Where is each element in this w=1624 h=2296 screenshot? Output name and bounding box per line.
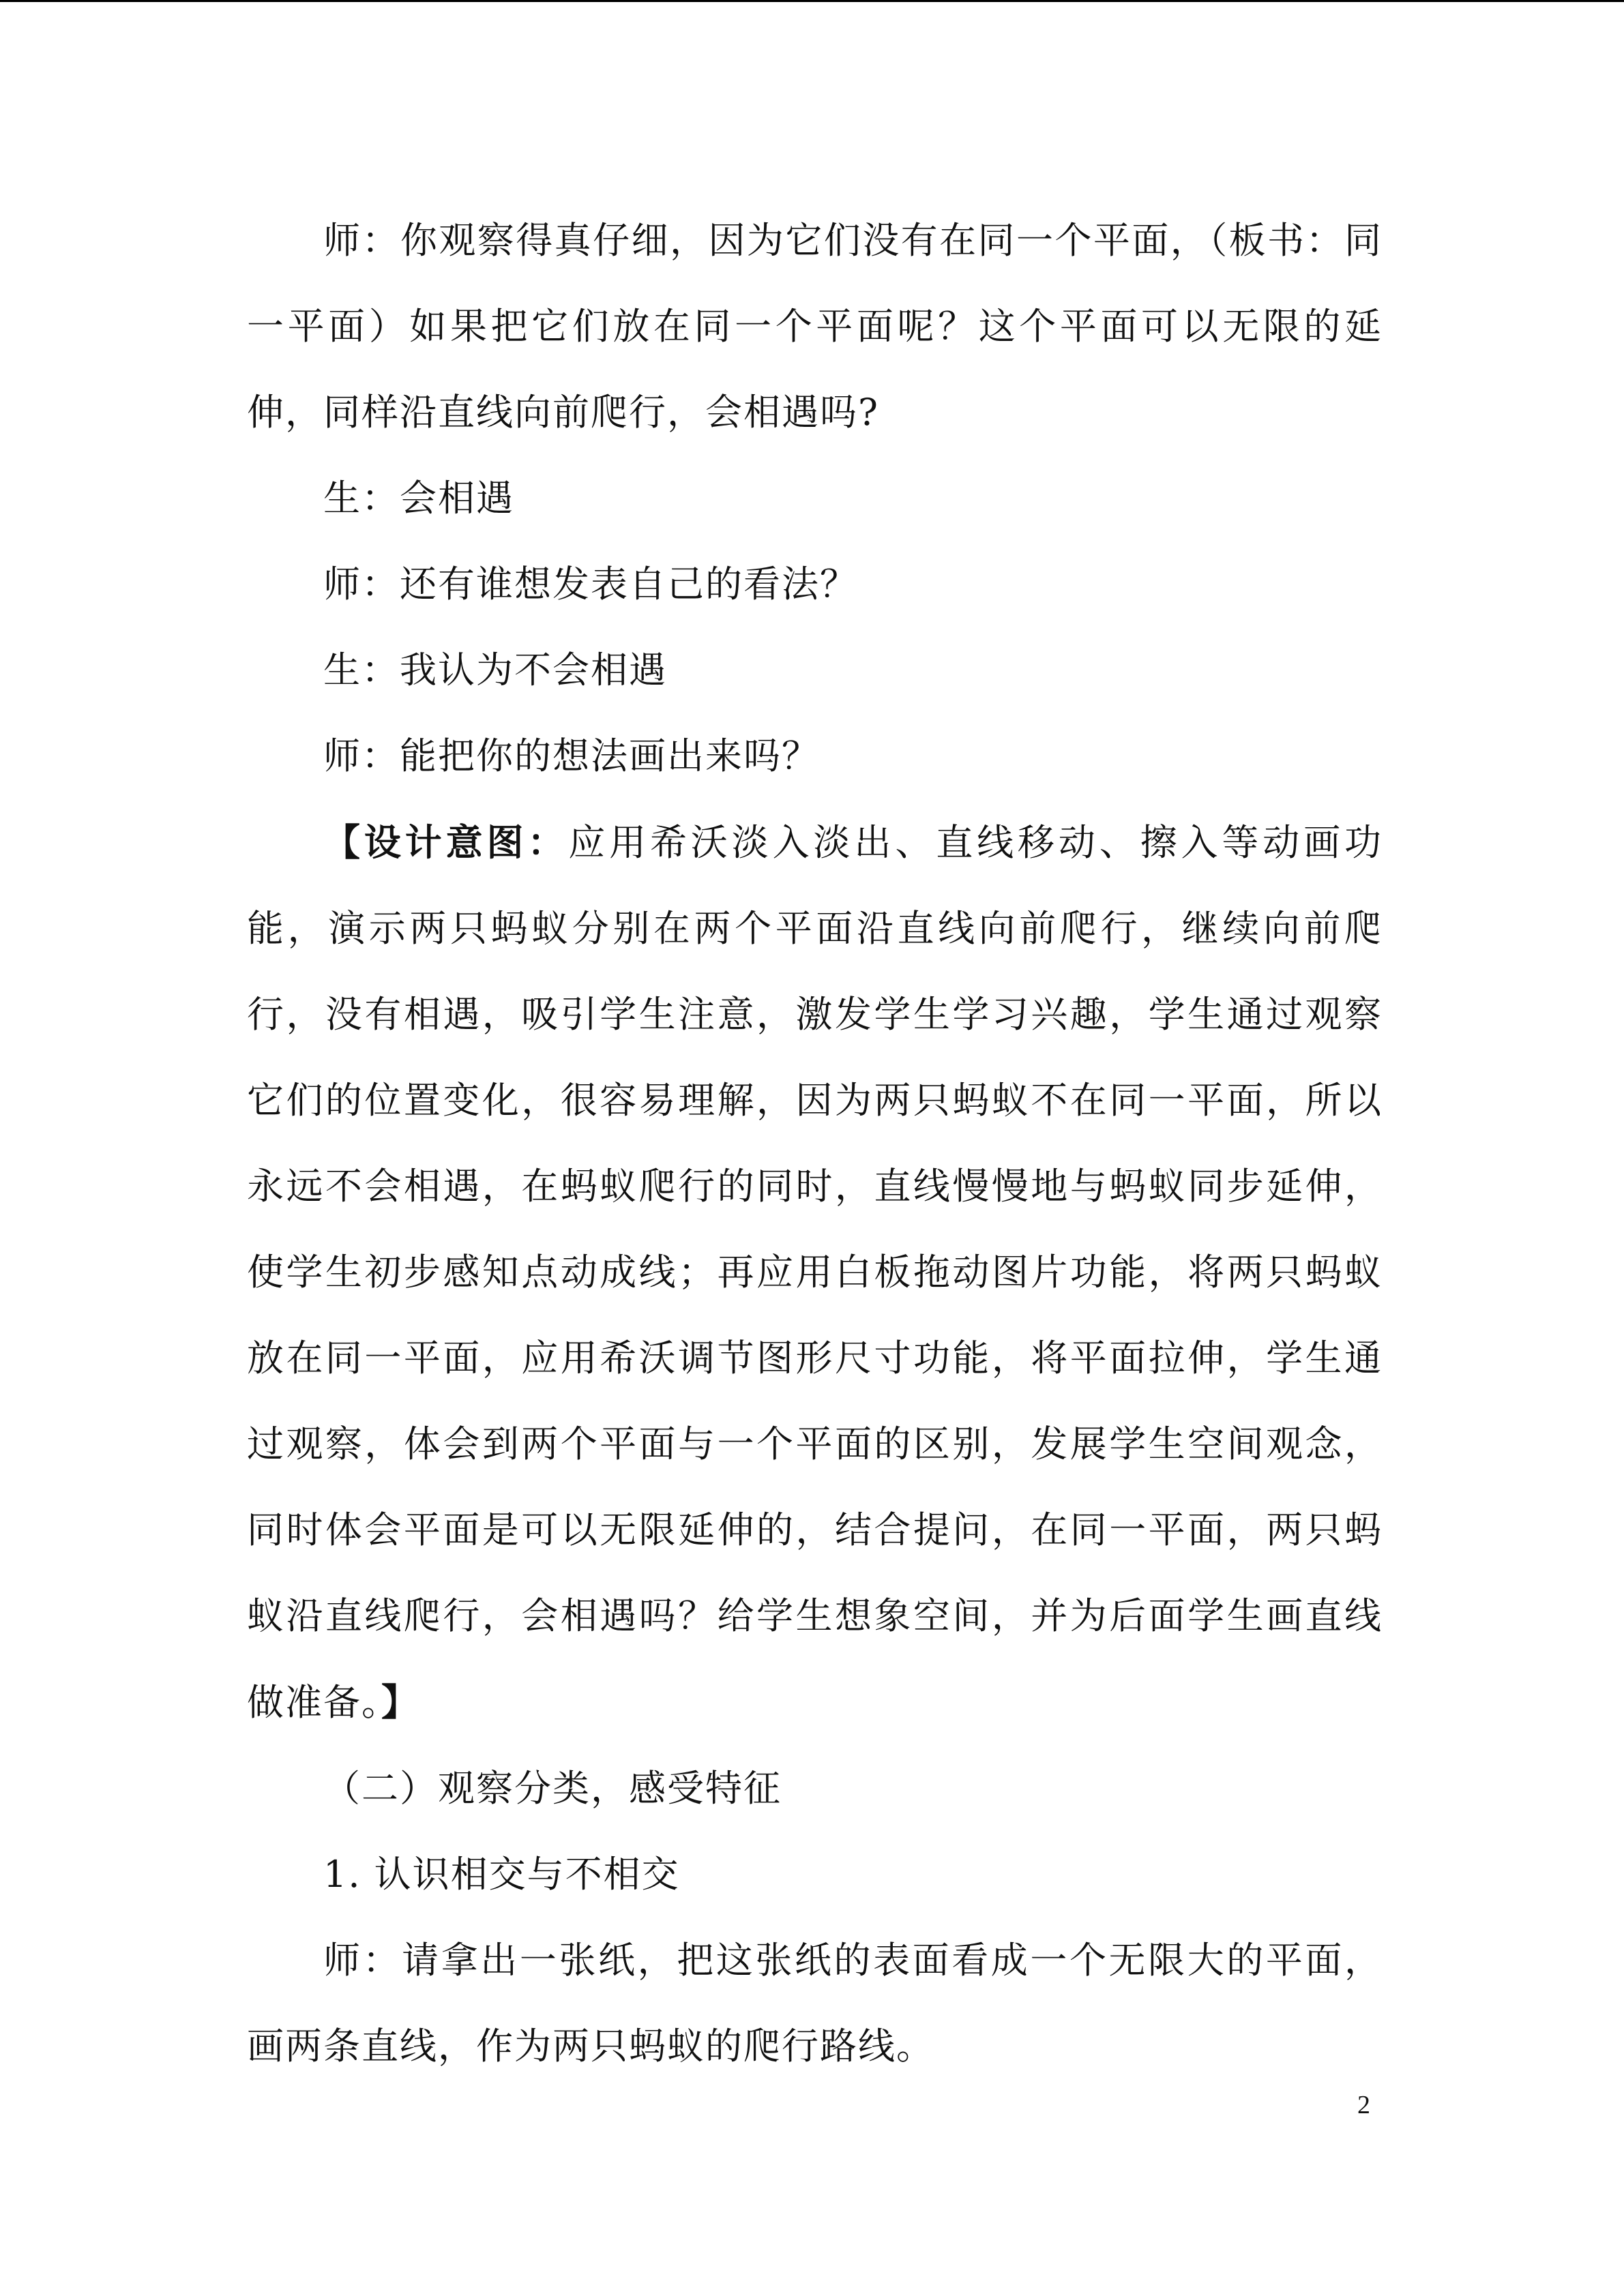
paragraph-text: 师：请拿出一张纸，把这张纸的表面看成一个无限大的平面，画两条直线，作为两只蚂蚁的爬行路线。 bbox=[247, 1939, 1383, 2068]
paragraph-text: 应用希沃淡入淡出、直线移动、擦入等动画功能，演示两只蚂蚁分别在两个平面沿直线向前爬行，继续向前爬行，没有相遇，吸引学生注意，激发学生学习兴趣，学生通过观察它们的位置变化，很容易理解，因为两只蚂蚁不在同一平面，所以永远不会相遇，在蚂蚁爬行的同时，直线慢慢地与蚂蚁同步延伸，使学生初步感知点动成线；再应用白板拖动图片功能，将两只蚂蚁放在同一平面，应用希沃调节图形尺寸功能，将平面拉伸，学生通过观察，体会到两个平面与一个平面的区别，发展学生空间观念，同时体会平面是可以无限延伸的，结合提问，在同一平面，两只蚂蚁沿直线爬行，会相遇吗？给学生想象空间，并为后面学生画直线做准备。 bbox=[247, 821, 1383, 1724]
paragraph-text: 师：你观察得真仔细，因为它们没有在同一个平面，（板书：同一平面）如果把它们放在同一个平面呢？这个平面可以无限的延伸，同样沿直线向前爬行，会相遇吗? bbox=[247, 219, 1383, 434]
design-intent-label: 【设计意图： bbox=[323, 820, 569, 864]
document-body bbox=[247, 198, 1383, 2089]
paragraph-design-intent bbox=[247, 799, 1383, 1746]
paragraph-text: 师：能把你的想法画出来吗？ bbox=[323, 734, 820, 777]
design-intent-close-bracket: 】 bbox=[381, 1680, 419, 1724]
subsection-heading-text: 1. 认识相交与不相交 bbox=[323, 1853, 680, 1896]
subsection-heading-intersect bbox=[247, 1832, 1383, 1918]
paragraph-teacher-same-plane bbox=[247, 198, 1383, 456]
paragraph-teacher-draw-it bbox=[247, 713, 1383, 799]
paragraph-student-wont-meet bbox=[247, 627, 1383, 713]
paragraph-text: 生：我认为不会相遇 bbox=[323, 648, 667, 691]
paragraph-text: 生：会相遇 bbox=[323, 477, 514, 520]
paragraph-teacher-other-views bbox=[247, 541, 1383, 627]
top-border-line bbox=[0, 0, 1624, 2]
page-number: 2 bbox=[1357, 2091, 1370, 2119]
section-heading-observe-classify bbox=[247, 1746, 1383, 1832]
paragraph-teacher-paper-task bbox=[247, 1918, 1383, 2089]
paragraph-student-will-meet bbox=[247, 456, 1383, 541]
section-heading-text: （二）观察分类，感受特征 bbox=[323, 1767, 782, 1810]
paragraph-text: 师：还有谁想发表自己的看法？ bbox=[323, 563, 858, 606]
